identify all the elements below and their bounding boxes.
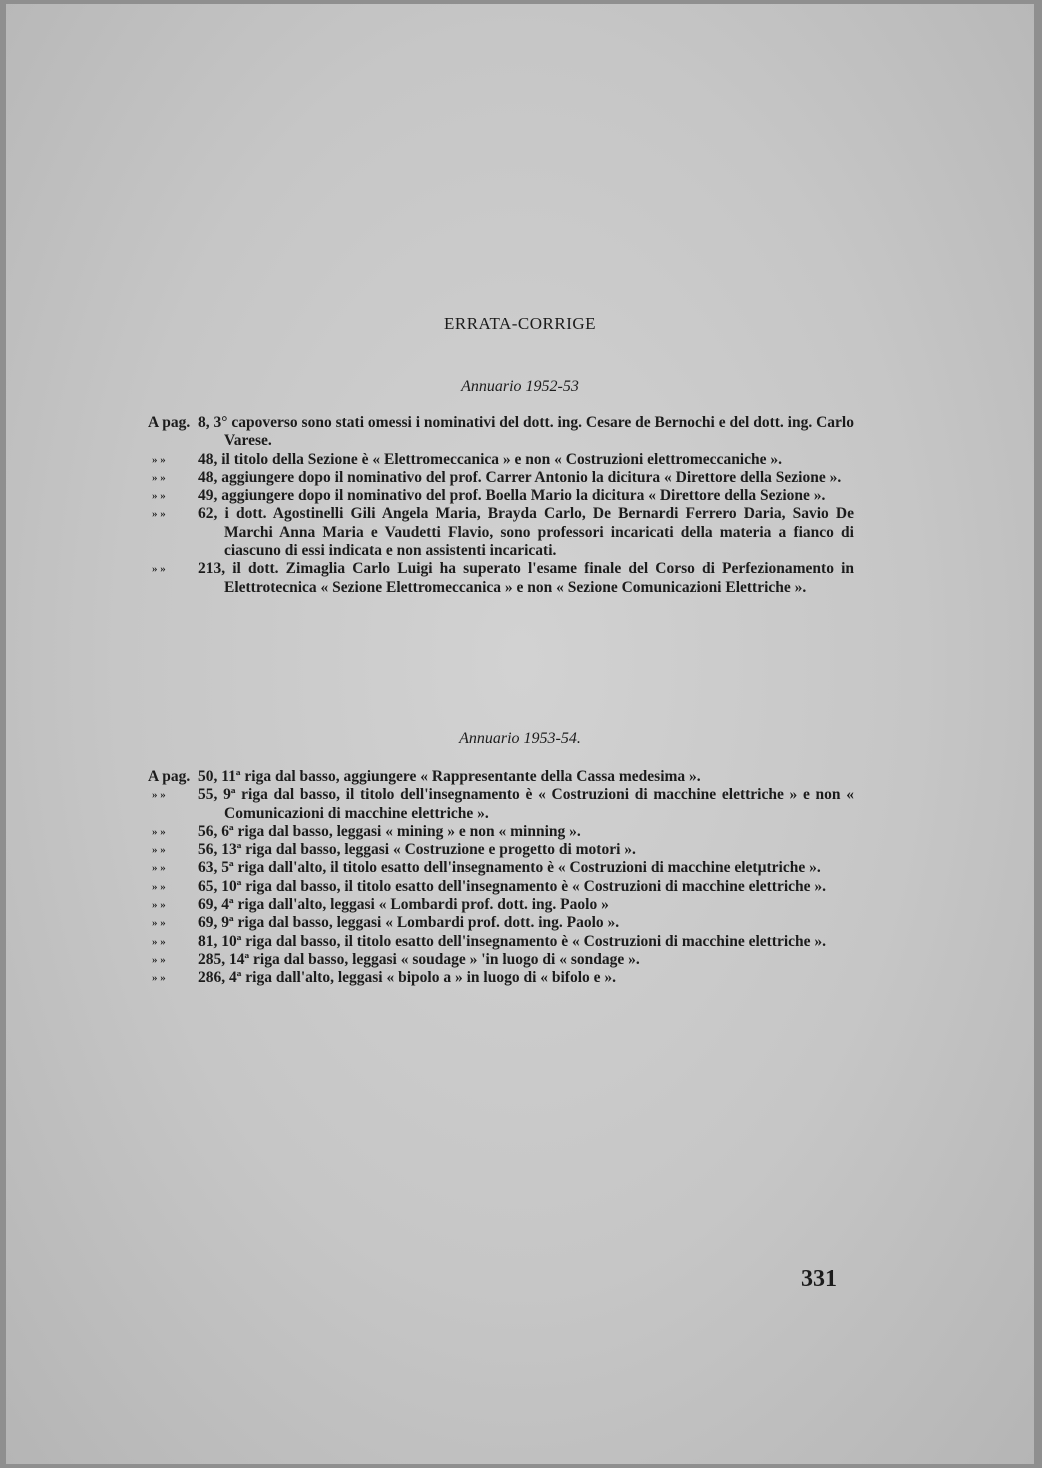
errata-text: 56, 13ª riga dal basso, leggasi « Costruzione e progetto di motori ». (198, 841, 636, 859)
errata-text: 48, il titolo della Sezione è « Elettromeccanica » e non « Costruzioni elettromeccaniche ». (198, 450, 782, 468)
section-heading-1953-54: Annuario 1953-54. (459, 730, 581, 747)
errata-text: 50, 11ª riga dal basso, aggiungere « Rappresentante della Cassa medesima ». (198, 768, 701, 785)
errata-text: 81, 10ª riga dal basso, il titolo esatto dell'insegnamento è « Costruzioni di macchine elettriche ». (198, 932, 827, 950)
page-ref: A pag. (148, 414, 191, 431)
errata-text: 55, 9ª riga dal basso, il titolo dell'insegnamento è « Costruzioni di macchine elettriche » e non « Comunicazioni di macchine elettriche ». (198, 786, 854, 822)
section-heading-1952-53: Annuario 1952-53 (461, 378, 579, 395)
errata-list-1952-53 (148, 414, 854, 597)
errata-entry (148, 951, 854, 969)
page-ref: A pag. (148, 768, 191, 785)
errata-text: 285, 14ª riga dal basso, leggasi « soudage » 'in luogo di « sondage ». (198, 950, 640, 968)
errata-text: 286, 4ª riga dall'alto, leggasi « bipolo a » in luogo di « bifolo e ». (198, 969, 617, 987)
ditto-mark: » » (152, 789, 166, 802)
errata-entry (148, 414, 854, 451)
errata-text: 8, 3° capoverso sono stati omessi i nominativi del dott. ing. Cesare de Bernochi e del dott. ing. Carlo Varese. (198, 414, 854, 450)
ditto-mark: » » (152, 935, 166, 948)
errata-text: 63, 5ª riga dall'alto, il titolo esatto dell'insegnamento è « Costruzioni di macchine eletµtriche ». (198, 859, 821, 877)
ditto-mark: » » (152, 862, 166, 875)
errata-entry (148, 768, 854, 786)
ditto-mark: » » (152, 508, 166, 521)
errata-entry (148, 969, 854, 987)
errata-entry (148, 859, 854, 877)
errata-text: 69, 9ª riga dal basso, leggasi « Lombardi prof. dott. ing. Paolo ». (198, 914, 620, 932)
errata-text: 69, 4ª riga dall'alto, leggasi « Lombardi prof. dott. ing. Paolo » (198, 896, 609, 914)
document-page (6, 4, 1034, 1464)
errata-entry (148, 469, 854, 487)
errata-text: 48, aggiungere dopo il nominativo del prof. Carrer Antonio la dicitura « Direttore della Sezione ». (198, 468, 842, 486)
errata-text: 56, 6ª riga dal basso, leggasi « mining » e non « minning ». (198, 822, 581, 840)
errata-entry (148, 505, 854, 560)
ditto-mark: » » (152, 953, 166, 966)
ditto-mark: » » (152, 471, 166, 484)
errata-text: 49, aggiungere dopo il nominativo del prof. Boella Mario la dicitura « Direttore della Sezione ». (198, 487, 826, 505)
errata-entry (148, 841, 854, 859)
ditto-mark: » » (152, 563, 166, 576)
page-number: 331 (801, 1266, 837, 1292)
document-title: ERRATA-CORRIGE (443, 314, 597, 333)
ditto-mark: » » (152, 844, 166, 857)
ditto-mark: » » (152, 899, 166, 912)
ditto-mark: » » (152, 825, 166, 838)
errata-entry (148, 878, 854, 896)
errata-text: 213, il dott. Zimaglia Carlo Luigi ha superato l'esame finale del Corso di Perfezionamento in Elettrotecnica « Sezione Elettromeccanica » e non « Sezione Comunicazioni Elettriche ». (198, 560, 854, 596)
errata-list-1953-54 (148, 768, 854, 988)
ditto-mark: » » (152, 880, 166, 893)
errata-text: 62, i dott. Agostinelli Gili Angela Maria, Brayda Carlo, De Bernardi Ferrero Daria, Savio De Marchi Anna Maria e Vaudetti Flavio, sono professori incaricati della materia a fianco di ciascuno di essi indicata e non assistenti incaricati. (198, 505, 854, 560)
errata-entry (148, 487, 854, 505)
errata-entry (148, 451, 854, 469)
errata-text: 65, 10ª riga dal basso, il titolo esatto dell'insegnamento è « Costruzioni di macchine elettriche ». (198, 877, 827, 895)
ditto-mark: » » (152, 453, 166, 466)
ditto-mark: » » (152, 917, 166, 930)
ditto-mark: » » (152, 490, 166, 503)
errata-entry (148, 896, 854, 914)
errata-entry (148, 914, 854, 932)
ditto-mark: » » (152, 972, 166, 985)
errata-entry (148, 560, 854, 597)
errata-entry (148, 933, 854, 951)
errata-entry (148, 786, 854, 823)
errata-entry (148, 823, 854, 841)
